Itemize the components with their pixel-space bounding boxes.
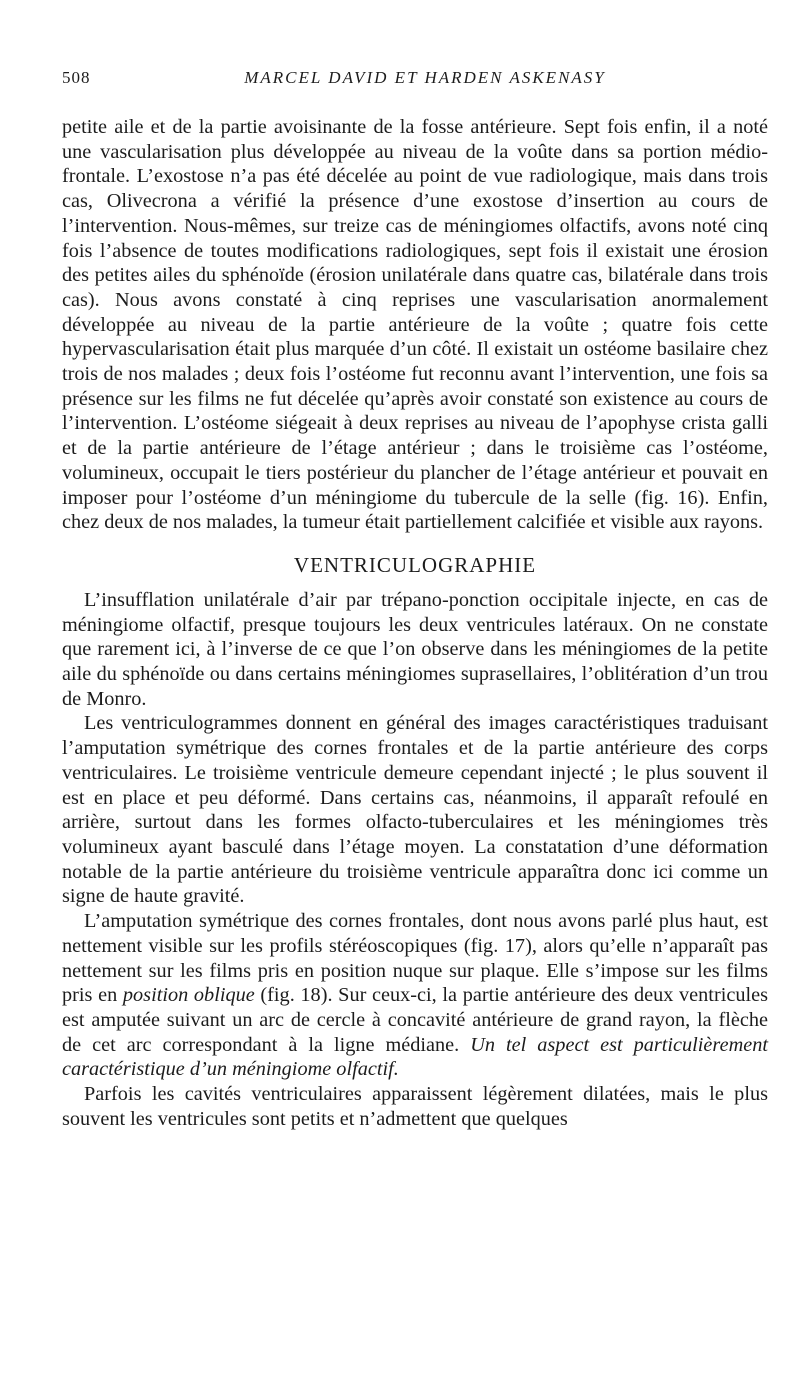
- paragraph-amputation: [62, 909, 768, 1082]
- paragraph-insufflation: L’insufflation unilatérale d’air par trépano-ponction occipitale injecte, en cas de méningiome olfactif, presque toujours les deux ventricules latéraux. On ne constate que rarement ici, à l’inverse de ce que l’on observe dans les méningiomes de la petite aile du sphénoïde ou dans certains méningiomes suprasellaires, l’oblitération d’un trou de Monro.: [62, 588, 768, 710]
- paragraph-amputation-italic-1: position oblique: [122, 984, 255, 1007]
- running-title: MARCEL DAVID ET HARDEN ASKENASY: [244, 68, 606, 87]
- running-head: [62, 68, 768, 98]
- paragraph-amputation-text-1: L’amputation symétrique des cornes frontales, dont nous avons parlé plus haut, est nettement visible sur les profils stéréoscopiques (fig. 17), alors qu’elle n’apparaît pas nettement sur les films pris en position nuque sur plaque. Elle s’impose sur les films pris en: [62, 910, 768, 1007]
- paragraph-ventriculogrammes: Les ventriculogrammes donnent en général des images caractéristiques traduisant l’amputation symétrique des cornes frontales et de la partie antérieure des corps ventriculaires. Le troisième ventricule demeure cependant injecté ; le plus souvent il est en place et peu déformé. Dans certains cas, néanmoins, il apparaît refoulé en arrière, surtout dans les formes olfacto-tuberculaires et les méningiomes très volumineux ayant basculé dans l’étage moyen. La constatation d’une déformation notable de la partie antérieure du troisième ventricule apparaîtra donc ici comme un signe de haute gravité.: [62, 712, 768, 908]
- section-heading: VENTRICULOGRAPHIE: [293, 552, 537, 577]
- book-page: [62, 68, 768, 1358]
- paragraph-amputation-italic-2: Un tel aspect est particulièrement caractéristique d’un méningiome olfactif.: [62, 1033, 768, 1081]
- continuation-paragraph: petite aile et de la partie avoisinante de la fosse antérieure. Sept fois enfin, il a noté une vascularisation plus développée au niveau de la voûte dans sa portion médio-frontale. L’exostose n’a pas été décelée au point de vue radiologique, mais dans trois cas, Olivecrona a vérifié la présence d’une exostose d’insertion au cours de l’intervention. Nous-mêmes, sur treize cas de méningiomes olfactifs, avons noté cinq fois l’absence de toutes modifications radiologiques, sept fois il existait une érosion des petites ailes du sphénoïde (érosion unilatérale dans quatre cas, bilatérale dans trois cas). Nous avons constaté à cinq reprises une vascularisation anormalement développée au niveau de la partie antérieure de la voûte ; quatre fois cette hypervascularisation était plus marquée d’un côté. Il existait un ostéome basilaire chez trois de nos malades ; deux fois l’ostéome fut reconnu avant l’intervention, une fois sa présence sur les films ne fut décelée qu’après avoir constaté son existence au cours de l’intervention. L’ostéome siégeait à deux reprises au niveau de l’apophyse crista galli et de la partie antérieure de l’étage antérieur ; dans le troisième cas l’ostéome, volumineux, occupait le tiers postérieur du plancher de l’étage antérieur et pouvait en imposer pour l’ostéome d’un méningiome du tubercule de la selle (fig. 16). Enfin, chez deux de nos malades, la tumeur était partiellement calcifiée et visible aux rayons.: [62, 116, 768, 534]
- paragraph-amputation-text-2: (fig. 18). Sur ceux-ci, la partie antérieure des deux ventricules est amputée suivant un arc de cercle à concavité antérieure de grand rayon, la flèche de cet arc correspondant à la ligne médiane.: [62, 984, 769, 1056]
- page-number: 508: [62, 68, 91, 87]
- paragraph-cavites: Parfois les cavités ventriculaires apparaissent légèrement dilatées, mais le plus souvent les ventricules sont petits et n’admettent que quelques: [62, 1083, 768, 1130]
